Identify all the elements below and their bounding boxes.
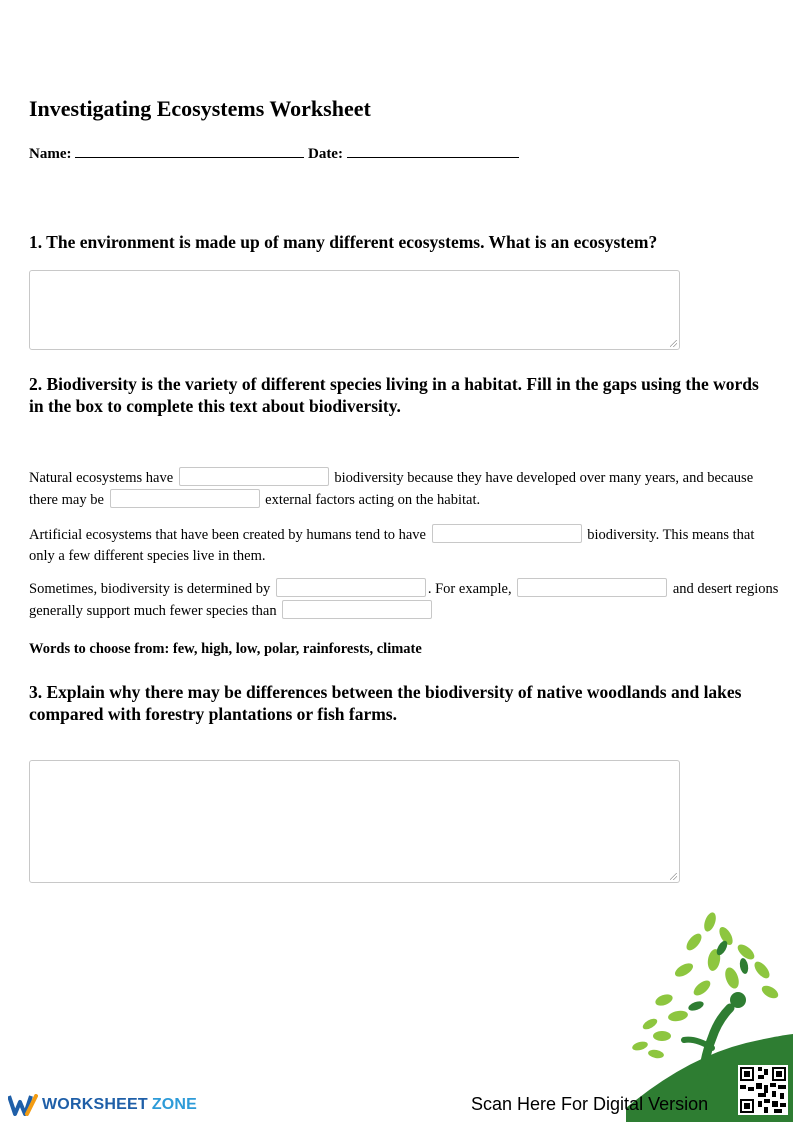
logo-text-zone: ZONE [151,1096,198,1113]
date-blank [347,143,519,158]
logo-text-worksheet: WORKSHEET [42,1096,148,1113]
resize-grip-icon[interactable] [670,873,677,880]
gap-input-4[interactable] [276,578,426,597]
answer-box-1[interactable] [29,270,680,350]
answer-box-3[interactable] [29,760,680,883]
word-bank: Words to choose from: few, high, low, polar, rainforests, climate [29,641,422,657]
gap-input-5[interactable] [517,578,667,597]
name-label: Name: [29,146,72,162]
worksheet-zone-logo [8,1093,197,1117]
p1-text-b: biodiversity because they have developed over many years, and because there may be [29,470,754,508]
p3-text-b: . For example, [427,581,512,597]
question-2: 2. Biodiversity is the variety of different species living in a habitat. Fill in the gaps using the words in the box to complete this text about biodiversity. [29,374,759,416]
p1-text-c: external factors acting on the habitat. [265,492,481,508]
p1-text-a: Natural ecosystems have [29,470,174,486]
resize-grip-icon[interactable] [670,340,677,347]
paragraph-3 [29,578,779,622]
gap-input-1[interactable] [179,467,329,486]
question-3: 3. Explain why there may be differences between the biodiversity of native woodlands and lakes compared with forestry plantations or fish farms. [29,682,742,724]
qr-code-icon[interactable] [738,1065,788,1115]
p3-text-a: Sometimes, biodiversity is determined by [29,581,271,597]
gap-input-3[interactable] [432,524,582,543]
worksheet-title: Investigating Ecosystems Worksheet [29,96,371,121]
scan-here-text: Scan Here For Digital Version [471,1094,709,1114]
gap-input-2[interactable] [110,489,260,508]
name-date-line [29,143,519,163]
p2-text-a: Artificial ecosystems that have been created by humans tend to have [29,527,426,543]
logo-w-icon [8,1094,38,1116]
paragraph-1 [29,467,779,511]
p2-text-b: biodiversity. This means that only a few different species live in them. [29,527,755,564]
name-blank [75,143,304,158]
date-label: Date: [307,146,343,162]
question-1: 1. The environment is made up of many different ecosystems. What is an ecosystem? [29,232,658,252]
gap-input-6[interactable] [282,600,432,619]
p3-text-c: and desert regions generally support much fewer species than [29,581,779,619]
paragraph-2 [29,524,779,567]
